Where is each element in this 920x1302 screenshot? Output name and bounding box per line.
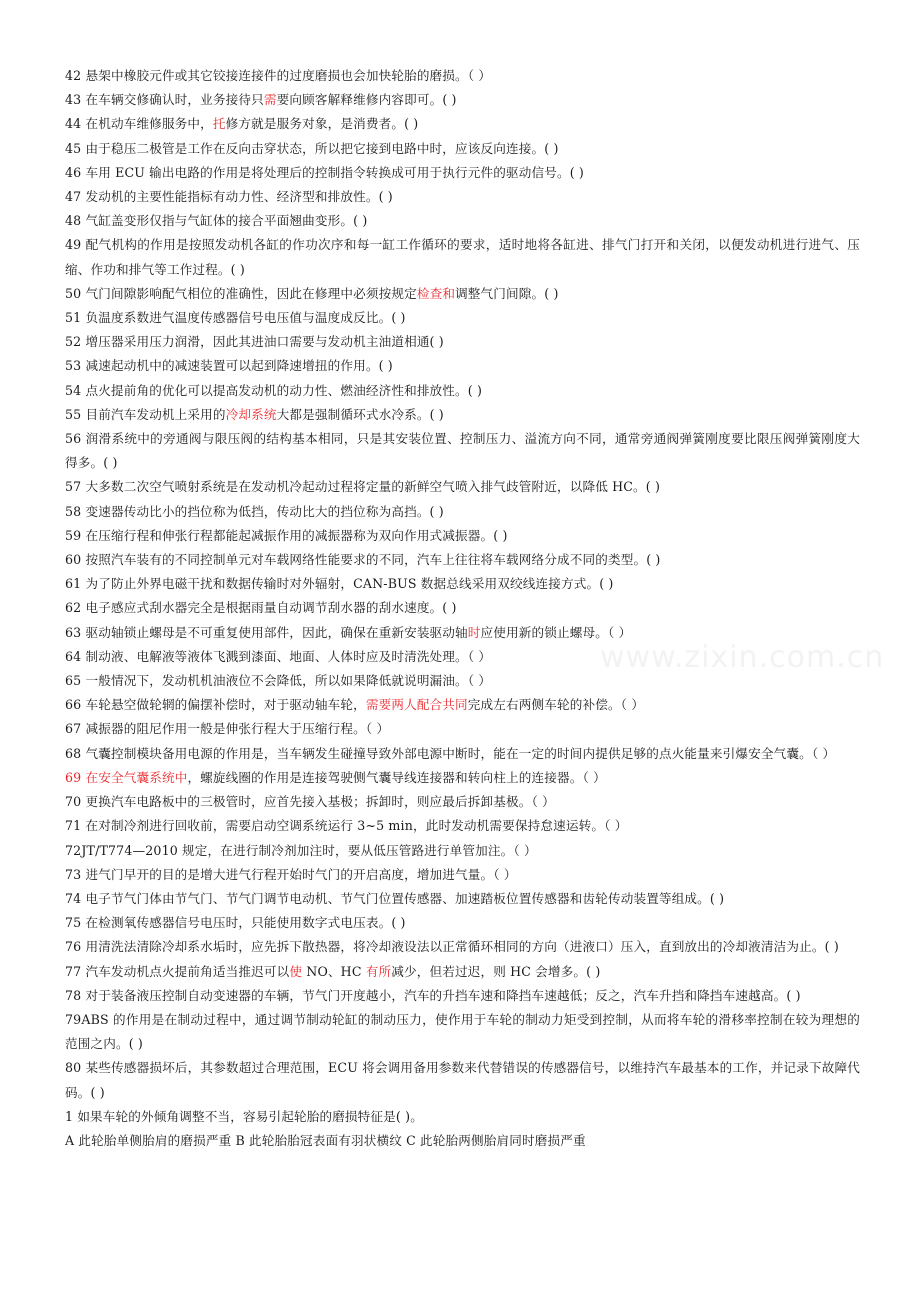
highlighted-text: 使 xyxy=(289,963,303,979)
question-item xyxy=(65,88,860,112)
question-item xyxy=(65,475,860,499)
question-text: 48 气缸盖变形仅指与气缸体的接合平面翘曲变形。( ) xyxy=(65,213,368,229)
question-item xyxy=(65,1008,860,1056)
question-text: 64 制动液、电解液等液体飞溅到漆面、地面、人体时应及时清洗处理。（ ） xyxy=(65,648,492,664)
question-text: 44 在机动车维修服务中， xyxy=(65,116,213,132)
question-text: 应使用新的锁止螺母。（ ） xyxy=(480,624,632,640)
question-text: 62 电子感应式刮水器完全是根据雨量自动调节刮水器的刮水速度。( ) xyxy=(65,600,457,616)
question-item xyxy=(65,839,860,863)
highlighted-text: 69 在安全气囊系统中 xyxy=(65,769,188,785)
question-item xyxy=(65,427,860,475)
question-text: 65 一般情况下，发动机机油液位不会降低，所以如果降低就说明漏油。（ ） xyxy=(65,673,492,689)
question-text: 76 用清洗法清除冷却系水垢时，应先拆下散热器，将冷却液设法以正常循环相同的方向（进液口）压入，直到放出的冷却液清洁为止。( ) xyxy=(65,939,839,955)
question-text: 66 车轮悬空做轮辋的偏摆补偿时，对于驱动轴车轮， xyxy=(65,697,366,713)
question-text: 80 某些传感器损坏后，其参数超过合理范围，ECU 将会调用备用参数来代替错误的传感器信号，以维持汽车最基本的工作，并记录下故障代码。( ) xyxy=(65,1060,860,1100)
question-text: NO、HC xyxy=(302,963,366,979)
highlighted-text: 冷却系统 xyxy=(225,406,277,422)
question-text: 调整气门间隙。( ) xyxy=(455,285,559,301)
question-text: 79ABS 的作用是在制动过程中，通过调节制动轮缸的制动压力，使作用于车轮的制动力矩受到控制，从而将车轮的滑移率控制在较为理想的范围之内。( ) xyxy=(65,1011,860,1052)
question-text: 70 更换汽车电路板中的三极管时，应首先接入基极；拆卸时，则应最后拆卸基极。（ ） xyxy=(65,794,555,810)
question-item xyxy=(65,717,860,741)
question-text: 47 发动机的主要性能指标有动力性、经济型和排放性。( ) xyxy=(65,189,393,205)
highlighted-text: 检查和 xyxy=(416,285,456,301)
highlighted-text: 时 xyxy=(467,624,481,640)
question-item xyxy=(65,161,860,185)
question-text: 大都是强制循环式水冷系。( ) xyxy=(276,406,444,422)
question-item xyxy=(65,693,860,717)
question-item xyxy=(65,669,860,693)
question-text: 要向顾客解释维修内容即可。( ) xyxy=(276,92,457,108)
question-item xyxy=(65,112,860,136)
document-page xyxy=(65,64,860,1153)
question-text: 51 负温度系数进气温度传感器信号电压值与温度成反比。( ) xyxy=(65,310,406,326)
question-text: 58 变速器传动比小的挡位称为低挡，传动比大的挡位称为高挡。( ) xyxy=(65,503,444,519)
question-item xyxy=(65,1129,860,1153)
question-text: 77 汽车发动机点火提前角适当推迟可以 xyxy=(65,963,290,979)
question-text: 60 按照汽车装有的不同控制单元对车载网络性能要求的不同，汽车上往往将车载网络分成不同的类型。( ) xyxy=(65,552,661,568)
question-text: 75 在检测氧传感器信号电压时，只能使用数字式电压表。( ) xyxy=(65,915,406,931)
question-text: 57 大多数二次空气喷射系统是在发动机冷起动过程将定量的新鲜空气喷入排气歧管附近，以降低 HC。( ) xyxy=(65,479,661,495)
question-text: 78 对于装备液压控制自动变速器的车辆，节气门开度越小，汽车的升挡车速和降挡车速越低；反之，汽车升挡和降挡车速越高。( ) xyxy=(65,987,801,1003)
question-item xyxy=(65,645,860,669)
question-text: 45 由于稳压二极管是工作在反向击穿状态，所以把它接到电路中时，应该反向连接。( ) xyxy=(65,140,559,156)
question-text: 67 减振器的阻尼作用一般是伸张行程大于压缩行程。（ ） xyxy=(65,721,390,737)
question-text: 59 在压缩行程和伸张行程都能起减振作用的减振器称为双向作用式减振器。( ) xyxy=(65,527,508,543)
question-text: ，螺旋线圈的作用是连接驾驶侧气囊导线连接器和转向柱上的连接器。（ ） xyxy=(187,769,606,785)
highlighted-text: 托 xyxy=(212,116,226,132)
question-item xyxy=(65,282,860,306)
question-text: 73 进气门早开的目的是增大进气行程开始时气门的开启高度，增加进气量。（ ） xyxy=(65,866,517,882)
question-item xyxy=(65,379,860,403)
question-list xyxy=(65,64,860,1153)
question-item xyxy=(65,984,860,1008)
question-item xyxy=(65,1056,860,1104)
question-item xyxy=(65,935,860,959)
highlighted-text: 需 xyxy=(263,92,277,108)
question-item xyxy=(65,863,860,887)
question-item xyxy=(65,960,860,984)
question-text: 修方就是服务对象，是消费者。( ) xyxy=(225,116,419,132)
question-text: 71 在对制冷剂进行回收前，需要启动空调系统运行 3~5 min，此时发动机需要保持怠速运转。（ ） xyxy=(65,818,628,834)
question-text: 72JT/T774—2010 规定，在进行制冷剂加注时，要从低压管路进行单管加注。（ ） xyxy=(65,842,537,858)
question-item xyxy=(65,621,860,645)
question-item xyxy=(65,185,860,209)
question-item xyxy=(65,911,860,935)
question-item xyxy=(65,1105,860,1129)
question-item xyxy=(65,790,860,814)
question-text: 46 车用 ECU 输出电路的作用是将处理后的控制指令转换成可用于执行元件的驱动信号。( ) xyxy=(65,164,584,180)
question-item xyxy=(65,524,860,548)
question-text: 49 配气机构的作用是按照发动机各缸的作功次序和每一缸工作循环的要求，适时地将各缸进、排气门打开和关闭，以便发动机进行进气、压缩、作功和排气等工作过程。( ) xyxy=(65,237,860,277)
question-item xyxy=(65,233,860,281)
question-item xyxy=(65,596,860,620)
question-item xyxy=(65,572,860,596)
question-text: A 此轮胎单侧胎肩的磨损严重 B 此轮胎胎冠表面有羽状横纹 C 此轮胎两侧胎肩同时磨损严重 xyxy=(65,1132,586,1148)
question-text: 42 悬架中橡胶元件或其它铰接连接件的过度磨损也会加快轮胎的磨损。（ ） xyxy=(65,68,492,83)
question-item xyxy=(65,814,860,838)
question-text: 55 目前汽车发动机上采用的 xyxy=(65,406,226,422)
highlighted-text: 需要两人配合共同 xyxy=(365,697,468,713)
question-item xyxy=(65,766,860,790)
question-item xyxy=(65,354,860,378)
question-item xyxy=(65,306,860,330)
question-text: 50 气门间隙影响配气相位的准确性，因此在修理中必须按规定 xyxy=(65,285,417,301)
question-item xyxy=(65,887,860,911)
question-text: 56 润滑系统中的旁通阀与限压阀的结构基本相同，只是其安装位置、控制压力、溢流方向不同，通常旁通阀弹簧刚度要比限压阀弹簧刚度大得多。( ) xyxy=(65,431,860,471)
question-text: 63 驱动轴锁止螺母是不可重复使用部件，因此，确保在重新安装驱动轴 xyxy=(65,624,468,640)
question-item xyxy=(65,500,860,524)
question-text: 完成左右两侧车轮的补偿。（ ） xyxy=(467,697,645,713)
question-item xyxy=(65,330,860,354)
question-item xyxy=(65,137,860,161)
question-text: 74 电子节气门体由节气门、节气门调节电动机、节气门位置传感器、加速踏板位置传感器和齿轮传动装置等组成。( ) xyxy=(65,890,725,906)
watermark: www.zixin.com.cn xyxy=(600,640,885,675)
question-item xyxy=(65,548,860,572)
highlighted-text: 有所 xyxy=(365,963,392,979)
question-text: 53 减速起动机中的减速装置可以起到降速增扭的作用。( ) xyxy=(65,358,393,374)
question-text: 68 气囊控制模块备用电源的作用是，当车辆发生碰撞导致外部电源中断时，能在一定的时间内提供足够的点火能量来引爆安全气囊。（ ） xyxy=(65,745,836,761)
question-text: 54 点火提前角的优化可以提高发动机的动力性、燃油经济性和排放性。( ) xyxy=(65,382,483,398)
question-item xyxy=(65,64,860,88)
question-text: 52 增压器采用压力润滑，因此其进油口需要与发动机主油道相通( ) xyxy=(65,334,444,350)
question-text: 61 为了防止外界电磁干扰和数据传输时对外辐射，CAN-BUS 数据总线采用双绞线连接方式。( ) xyxy=(65,576,614,592)
question-text: 减少，但若过迟，则 HC 会增多。( ) xyxy=(391,963,601,979)
question-text: 1 如果车轮的外倾角调整不当，容易引起轮胎的磨损特征是( )。 xyxy=(65,1108,423,1124)
question-item xyxy=(65,403,860,427)
question-text: 43 在车辆交修确认时，业务接待只 xyxy=(65,92,264,108)
question-item xyxy=(65,209,860,233)
question-item xyxy=(65,742,860,766)
